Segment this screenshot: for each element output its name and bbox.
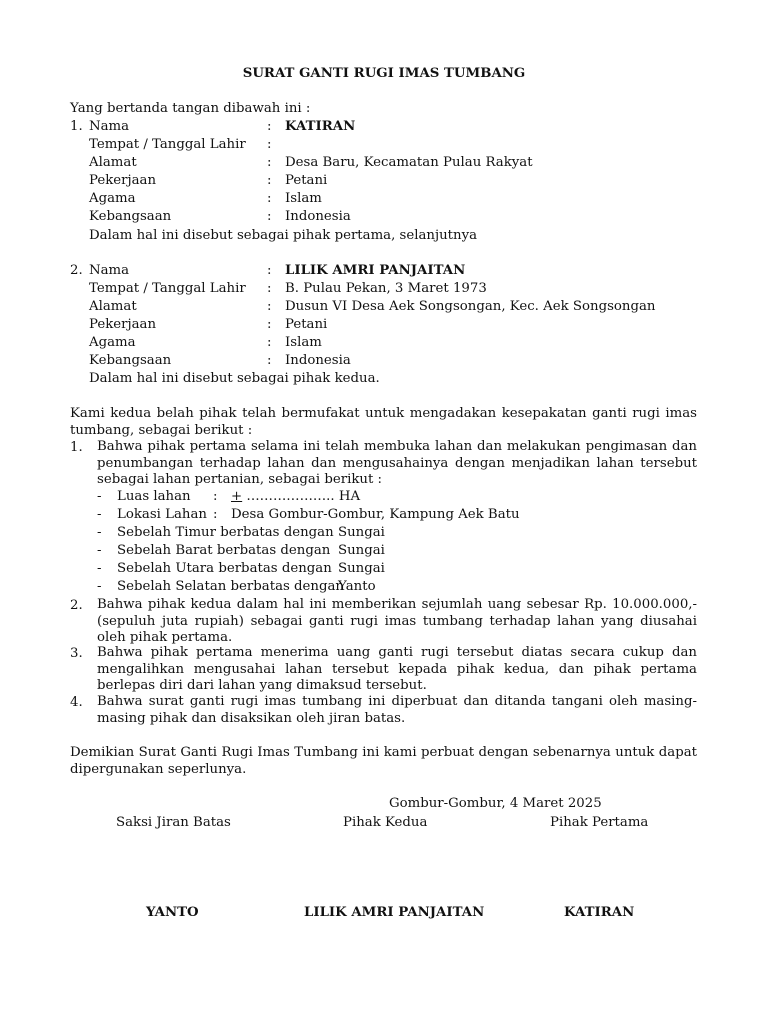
party-1-note: Dalam hal ini disebut sebagai pihak pertama, selanjutnya: [89, 228, 478, 243]
party-1-religion: Islam: [285, 191, 322, 206]
border-west-value: Sungai: [338, 543, 385, 558]
closing-statement: Demikian Surat Ganti Rugi Imas Tumbang ini kami perbuat dengan sebenarnya untuk dapat dipergunakan seperlunya.: [70, 745, 697, 777]
colon: :: [267, 209, 272, 224]
party-1-name: KATIRAN: [285, 119, 356, 134]
clause-3-text: Bahwa pihak pertama menerima uang ganti rugi tersebut diatas secara cukup dan mengalihkan mengusahai lahan tersebut kepada pihak kedua, dan pihak pertama berlepas diri dari lahan yang dimaksud tersebut.: [97, 645, 697, 693]
party-1-label-nationality: Kebangsaan: [89, 209, 172, 224]
party-1-address: Desa Baru, Kecamatan Pulau Rakyat: [285, 155, 533, 170]
colon: :: [267, 281, 272, 296]
colon: :: [267, 335, 272, 350]
party-2-job: Petani: [285, 317, 328, 332]
clause-1-number: 1.: [70, 440, 83, 455]
colon: :: [267, 353, 272, 368]
border-east-label: Sebelah Timur berbatas dengan: [117, 525, 334, 540]
first-party-signature-name: KATIRAN: [564, 905, 635, 920]
party-2-label-address: Alamat: [89, 299, 137, 314]
party-2-label-religion: Agama: [89, 335, 136, 350]
second-party-role: Pihak Kedua: [343, 815, 428, 830]
border-west-label: Sebelah Barat berbatas dengan: [117, 543, 331, 558]
party-2-name: LILIK AMRI PANJAITAN: [285, 263, 466, 278]
colon: :: [267, 299, 272, 314]
party-2-nationality: Indonesia: [285, 353, 351, 368]
dash: -: [97, 507, 102, 522]
border-south-label: Sebelah Selatan berbatas dengan: [117, 579, 344, 594]
party-1-number: 1.: [70, 119, 83, 134]
colon: :: [267, 137, 272, 152]
agreement-intro: Kami kedua belah pihak telah bermufakat untuk mengadakan kesepakatan ganti rugi imas tumbang, sebagai berikut :: [70, 406, 697, 438]
colon: :: [267, 263, 272, 278]
dash: -: [97, 579, 102, 594]
intro-text: Yang bertanda tangan dibawah ini :: [70, 101, 311, 116]
colon: :: [213, 507, 218, 522]
second-party-signature-name: LILIK AMRI PANJAITAN: [304, 905, 485, 920]
party-1-job: Petani: [285, 173, 328, 188]
party-1-label-religion: Agama: [89, 191, 136, 206]
colon: :: [267, 119, 272, 134]
party-2-label-name: Nama: [89, 263, 130, 278]
clause-2-number: 2.: [70, 598, 83, 613]
border-north-value: Sungai: [338, 561, 385, 576]
party-1-label-job: Pekerjaan: [89, 173, 157, 188]
party-1-label-address: Alamat: [89, 155, 137, 170]
colon: :: [267, 317, 272, 332]
party-2-religion: Islam: [285, 335, 322, 350]
clause-2-text: Bahwa pihak kedua dalam hal ini memberikan sejumlah uang sebesar Rp. 10.000.000,- (sepuluh juta rupiah) sebagai ganti rugi imas tumbang terhadap lahan yang diusahai oleh pihak pertama.: [97, 597, 697, 645]
place-date: Gombur-Gombur, 4 Maret 2025: [389, 796, 602, 811]
land-location-value: Desa Gombur-Gombur, Kampung Aek Batu: [231, 507, 520, 522]
border-south-value: Yanto: [338, 579, 376, 594]
border-east-value: Sungai: [338, 525, 385, 540]
party-2-label-nationality: Kebangsaan: [89, 353, 172, 368]
party-2-label-job: Pekerjaan: [89, 317, 157, 332]
clause-4-number: 4.: [70, 695, 83, 710]
party-2-birth: B. Pulau Pekan, 3 Maret 1973: [285, 281, 487, 296]
colon: :: [213, 489, 218, 504]
party-2-label-birth: Tempat / Tanggal Lahir: [89, 281, 246, 296]
colon: :: [267, 173, 272, 188]
party-2-number: 2.: [70, 263, 83, 278]
clause-4-text: Bahwa surat ganti rugi imas tumbang ini diperbuat dan ditanda tangani oleh masing-masing pihak dan disaksikan oleh jiran batas.: [97, 694, 697, 726]
dash: -: [97, 489, 102, 504]
document-title: SURAT GANTI RUGI IMAS TUMBANG: [242, 66, 526, 81]
colon: :: [267, 191, 272, 206]
land-area-amount: ……………….. HA: [242, 489, 361, 504]
party-2-note: Dalam hal ini disebut sebagai pihak kedua.: [89, 371, 380, 386]
party-1-label-name: Nama: [89, 119, 130, 134]
land-location-label: Lokasi Lahan: [117, 507, 207, 522]
clause-3-number: 3.: [70, 646, 83, 661]
party-1-label-birth: Tempat / Tanggal Lahir: [89, 137, 246, 152]
border-north-label: Sebelah Utara berbatas dengan: [117, 561, 332, 576]
colon: :: [267, 155, 272, 170]
witness-role: Saksi Jiran Batas: [116, 815, 231, 830]
plus-minus-sign: +: [231, 489, 243, 504]
clause-1-text: Bahwa pihak pertama selama ini telah membuka lahan dan melakukan pengimasan dan penumbangan terhadap lahan dan mengusahainya dengan menjadikan lahan tersebut sebagai lahan pertanian, sebagai berikut :: [97, 439, 697, 487]
party-2-address: Dusun VI Desa Aek Songsongan, Kec. Aek Songsongan: [285, 299, 656, 314]
first-party-role: Pihak Pertama: [550, 815, 649, 830]
witness-name: YANTO: [146, 905, 199, 920]
land-area-label: Luas lahan: [117, 489, 191, 504]
dash: -: [97, 525, 102, 540]
land-area-value: [231, 488, 360, 506]
party-1-nationality: Indonesia: [285, 209, 351, 224]
dash: -: [97, 561, 102, 576]
dash: -: [97, 543, 102, 558]
